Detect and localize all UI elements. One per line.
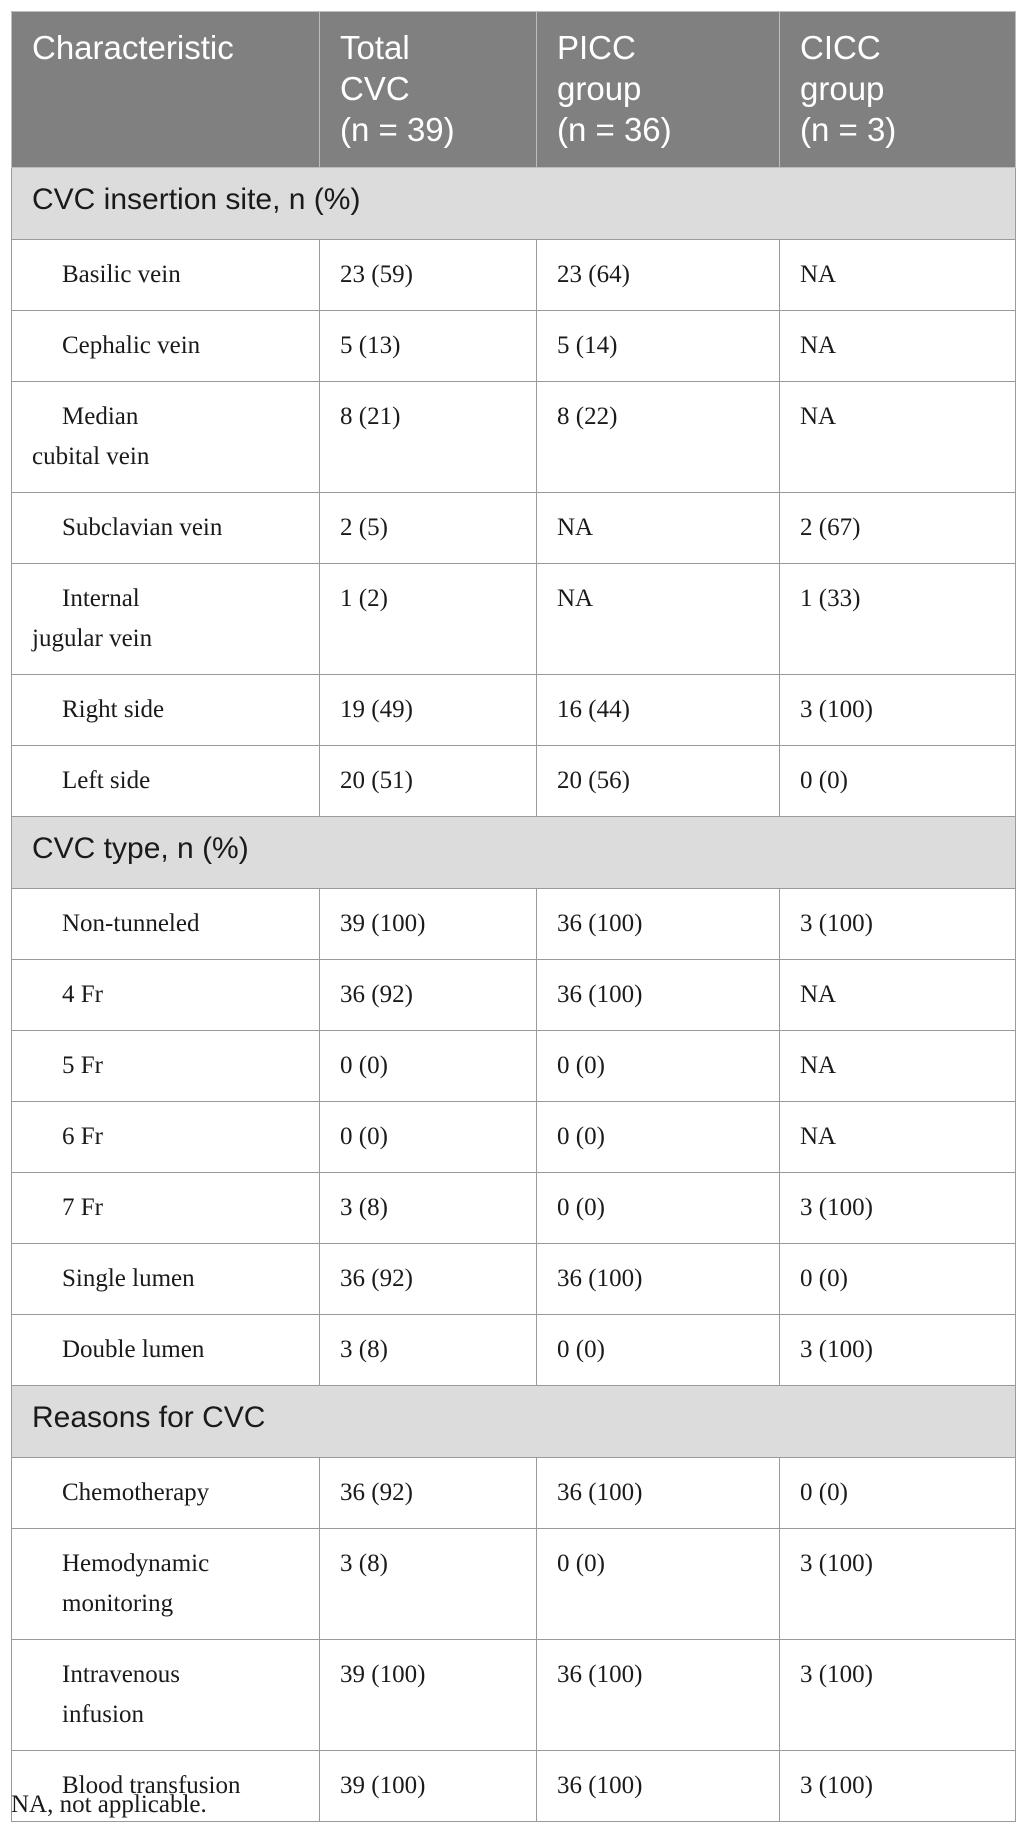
row-label-line: Left side (62, 767, 151, 794)
row-label-line: Subclavian vein (62, 514, 223, 541)
table-row (12, 1458, 1016, 1529)
cell-cicc: 0 (0) (780, 746, 1016, 817)
cell-cicc: 3 (100) (780, 889, 1016, 960)
row-label-line: Chemotherapy (62, 1479, 210, 1506)
row-label-line: 5 Fr (62, 1052, 103, 1079)
cell-total: 5 (13) (320, 311, 537, 382)
row-label-line: Hemodynamic (62, 1550, 210, 1577)
row-label-line: Median (62, 403, 139, 430)
header-total (320, 12, 537, 168)
header-picc-line-2: group (557, 70, 642, 107)
cell-picc: 23 (64) (537, 240, 780, 311)
table-row (12, 746, 1016, 817)
table-body (12, 168, 1016, 1822)
header-total-line-3: (n = 39) (340, 111, 455, 148)
header-total-line-1: Total (340, 29, 410, 66)
row-label (12, 382, 320, 493)
row-label (12, 1315, 320, 1386)
row-label (12, 493, 320, 564)
cell-total: 39 (100) (320, 1640, 537, 1751)
row-label-line: 4 Fr (62, 981, 103, 1008)
section-title: Reasons for CVC (12, 1386, 1016, 1458)
cell-picc: 16 (44) (537, 675, 780, 746)
cell-cicc: 3 (100) (780, 1315, 1016, 1386)
header-picc (537, 12, 780, 168)
row-label-line: monitoring (62, 1590, 174, 1617)
row-label-line: jugular vein (32, 625, 153, 652)
table-row (12, 493, 1016, 564)
row-label (12, 1102, 320, 1173)
cell-total: 1 (2) (320, 564, 537, 675)
cell-total: 23 (59) (320, 240, 537, 311)
row-label-line: Basilic vein (62, 261, 181, 288)
characteristics-table (11, 11, 1016, 1822)
table-row (12, 311, 1016, 382)
cell-cicc: 3 (100) (780, 1173, 1016, 1244)
table-row (12, 1244, 1016, 1315)
cell-picc: 0 (0) (537, 1173, 780, 1244)
cell-picc: 0 (0) (537, 1031, 780, 1102)
table-row (12, 1315, 1016, 1386)
table-row (12, 382, 1016, 493)
row-label-line: Single lumen (62, 1265, 195, 1292)
cell-total: 19 (49) (320, 675, 537, 746)
row-label-line: Intravenous (62, 1661, 181, 1688)
header-cicc-line-1: CICC (800, 29, 881, 66)
row-label (12, 240, 320, 311)
section-title: CVC insertion site, n (%) (12, 168, 1016, 240)
section-header-row (12, 817, 1016, 889)
cell-picc: NA (537, 493, 780, 564)
cell-cicc: NA (780, 960, 1016, 1031)
header-total-line-2: CVC (340, 70, 410, 107)
row-label-line: cubital vein (32, 443, 150, 470)
cell-picc: NA (537, 564, 780, 675)
row-label (12, 1458, 320, 1529)
cell-cicc: NA (780, 240, 1016, 311)
row-label (12, 675, 320, 746)
cell-picc: 36 (100) (537, 960, 780, 1031)
cell-picc: 36 (100) (537, 1751, 780, 1822)
cell-cicc: 1 (33) (780, 564, 1016, 675)
footnote: NA, not applicable. (11, 1791, 207, 1818)
table-row (12, 889, 1016, 960)
table-row (12, 240, 1016, 311)
cell-picc: 0 (0) (537, 1102, 780, 1173)
cell-total: 0 (0) (320, 1031, 537, 1102)
cell-total: 36 (92) (320, 960, 537, 1031)
cell-cicc: 3 (100) (780, 1751, 1016, 1822)
row-label-line: Cephalic vein (62, 332, 201, 359)
cell-total: 0 (0) (320, 1102, 537, 1173)
cell-picc: 0 (0) (537, 1315, 780, 1386)
row-label-line: Right side (62, 696, 165, 723)
section-title: CVC type, n (%) (12, 817, 1016, 889)
cell-total: 36 (92) (320, 1244, 537, 1315)
table-row (12, 1173, 1016, 1244)
row-label (12, 960, 320, 1031)
cell-cicc: 0 (0) (780, 1244, 1016, 1315)
row-label (12, 1031, 320, 1102)
cell-cicc: NA (780, 311, 1016, 382)
row-label (12, 1244, 320, 1315)
cell-picc: 36 (100) (537, 1244, 780, 1315)
cell-picc: 8 (22) (537, 382, 780, 493)
header-characteristic: Characteristic (12, 12, 320, 168)
row-label-line: 6 Fr (62, 1123, 103, 1150)
table-row (12, 1031, 1016, 1102)
row-label-line: 7 Fr (62, 1194, 103, 1221)
cell-cicc: NA (780, 1031, 1016, 1102)
cell-cicc: 3 (100) (780, 1640, 1016, 1751)
header-picc-line-3: (n = 36) (557, 111, 672, 148)
cell-picc: 5 (14) (537, 311, 780, 382)
row-label (12, 1640, 320, 1751)
section-header-row (12, 168, 1016, 240)
cell-total: 3 (8) (320, 1529, 537, 1640)
header-picc-line-1: PICC (557, 29, 636, 66)
cell-cicc: 3 (100) (780, 675, 1016, 746)
section-header-row (12, 1386, 1016, 1458)
header-row (12, 12, 1016, 168)
header-cicc-line-2: group (800, 70, 885, 107)
cell-total: 3 (8) (320, 1173, 537, 1244)
row-label (12, 1173, 320, 1244)
cell-total: 39 (100) (320, 1751, 537, 1822)
row-label (12, 889, 320, 960)
row-label (12, 564, 320, 675)
cell-total: 20 (51) (320, 746, 537, 817)
cell-total: 39 (100) (320, 889, 537, 960)
cell-picc: 20 (56) (537, 746, 780, 817)
cell-total: 2 (5) (320, 493, 537, 564)
cell-total: 36 (92) (320, 1458, 537, 1529)
header-cicc-line-3: (n = 3) (800, 111, 897, 148)
table-row (12, 675, 1016, 746)
table-row (12, 1529, 1016, 1640)
cell-picc: 36 (100) (537, 889, 780, 960)
cell-picc: 36 (100) (537, 1458, 780, 1529)
row-label (12, 1529, 320, 1640)
row-label (12, 311, 320, 382)
cell-cicc: 2 (67) (780, 493, 1016, 564)
table-row (12, 1102, 1016, 1173)
row-label-line: Non-tunneled (62, 910, 200, 937)
cell-cicc: 0 (0) (780, 1458, 1016, 1529)
header-cicc (780, 12, 1016, 168)
row-label (12, 746, 320, 817)
cell-total: 8 (21) (320, 382, 537, 493)
cell-cicc: NA (780, 1102, 1016, 1173)
row-label-line: Internal (62, 585, 140, 612)
cell-picc: 36 (100) (537, 1640, 780, 1751)
table-row (12, 960, 1016, 1031)
cell-picc: 0 (0) (537, 1529, 780, 1640)
table-container (11, 11, 1015, 1822)
row-label-line: Blood transfusion (62, 1772, 241, 1799)
cell-total: 3 (8) (320, 1315, 537, 1386)
row-label-line: Double lumen (62, 1336, 205, 1363)
table-row (12, 564, 1016, 675)
cell-cicc: 3 (100) (780, 1529, 1016, 1640)
table-row (12, 1640, 1016, 1751)
row-label-line: infusion (62, 1701, 144, 1728)
cell-cicc: NA (780, 382, 1016, 493)
